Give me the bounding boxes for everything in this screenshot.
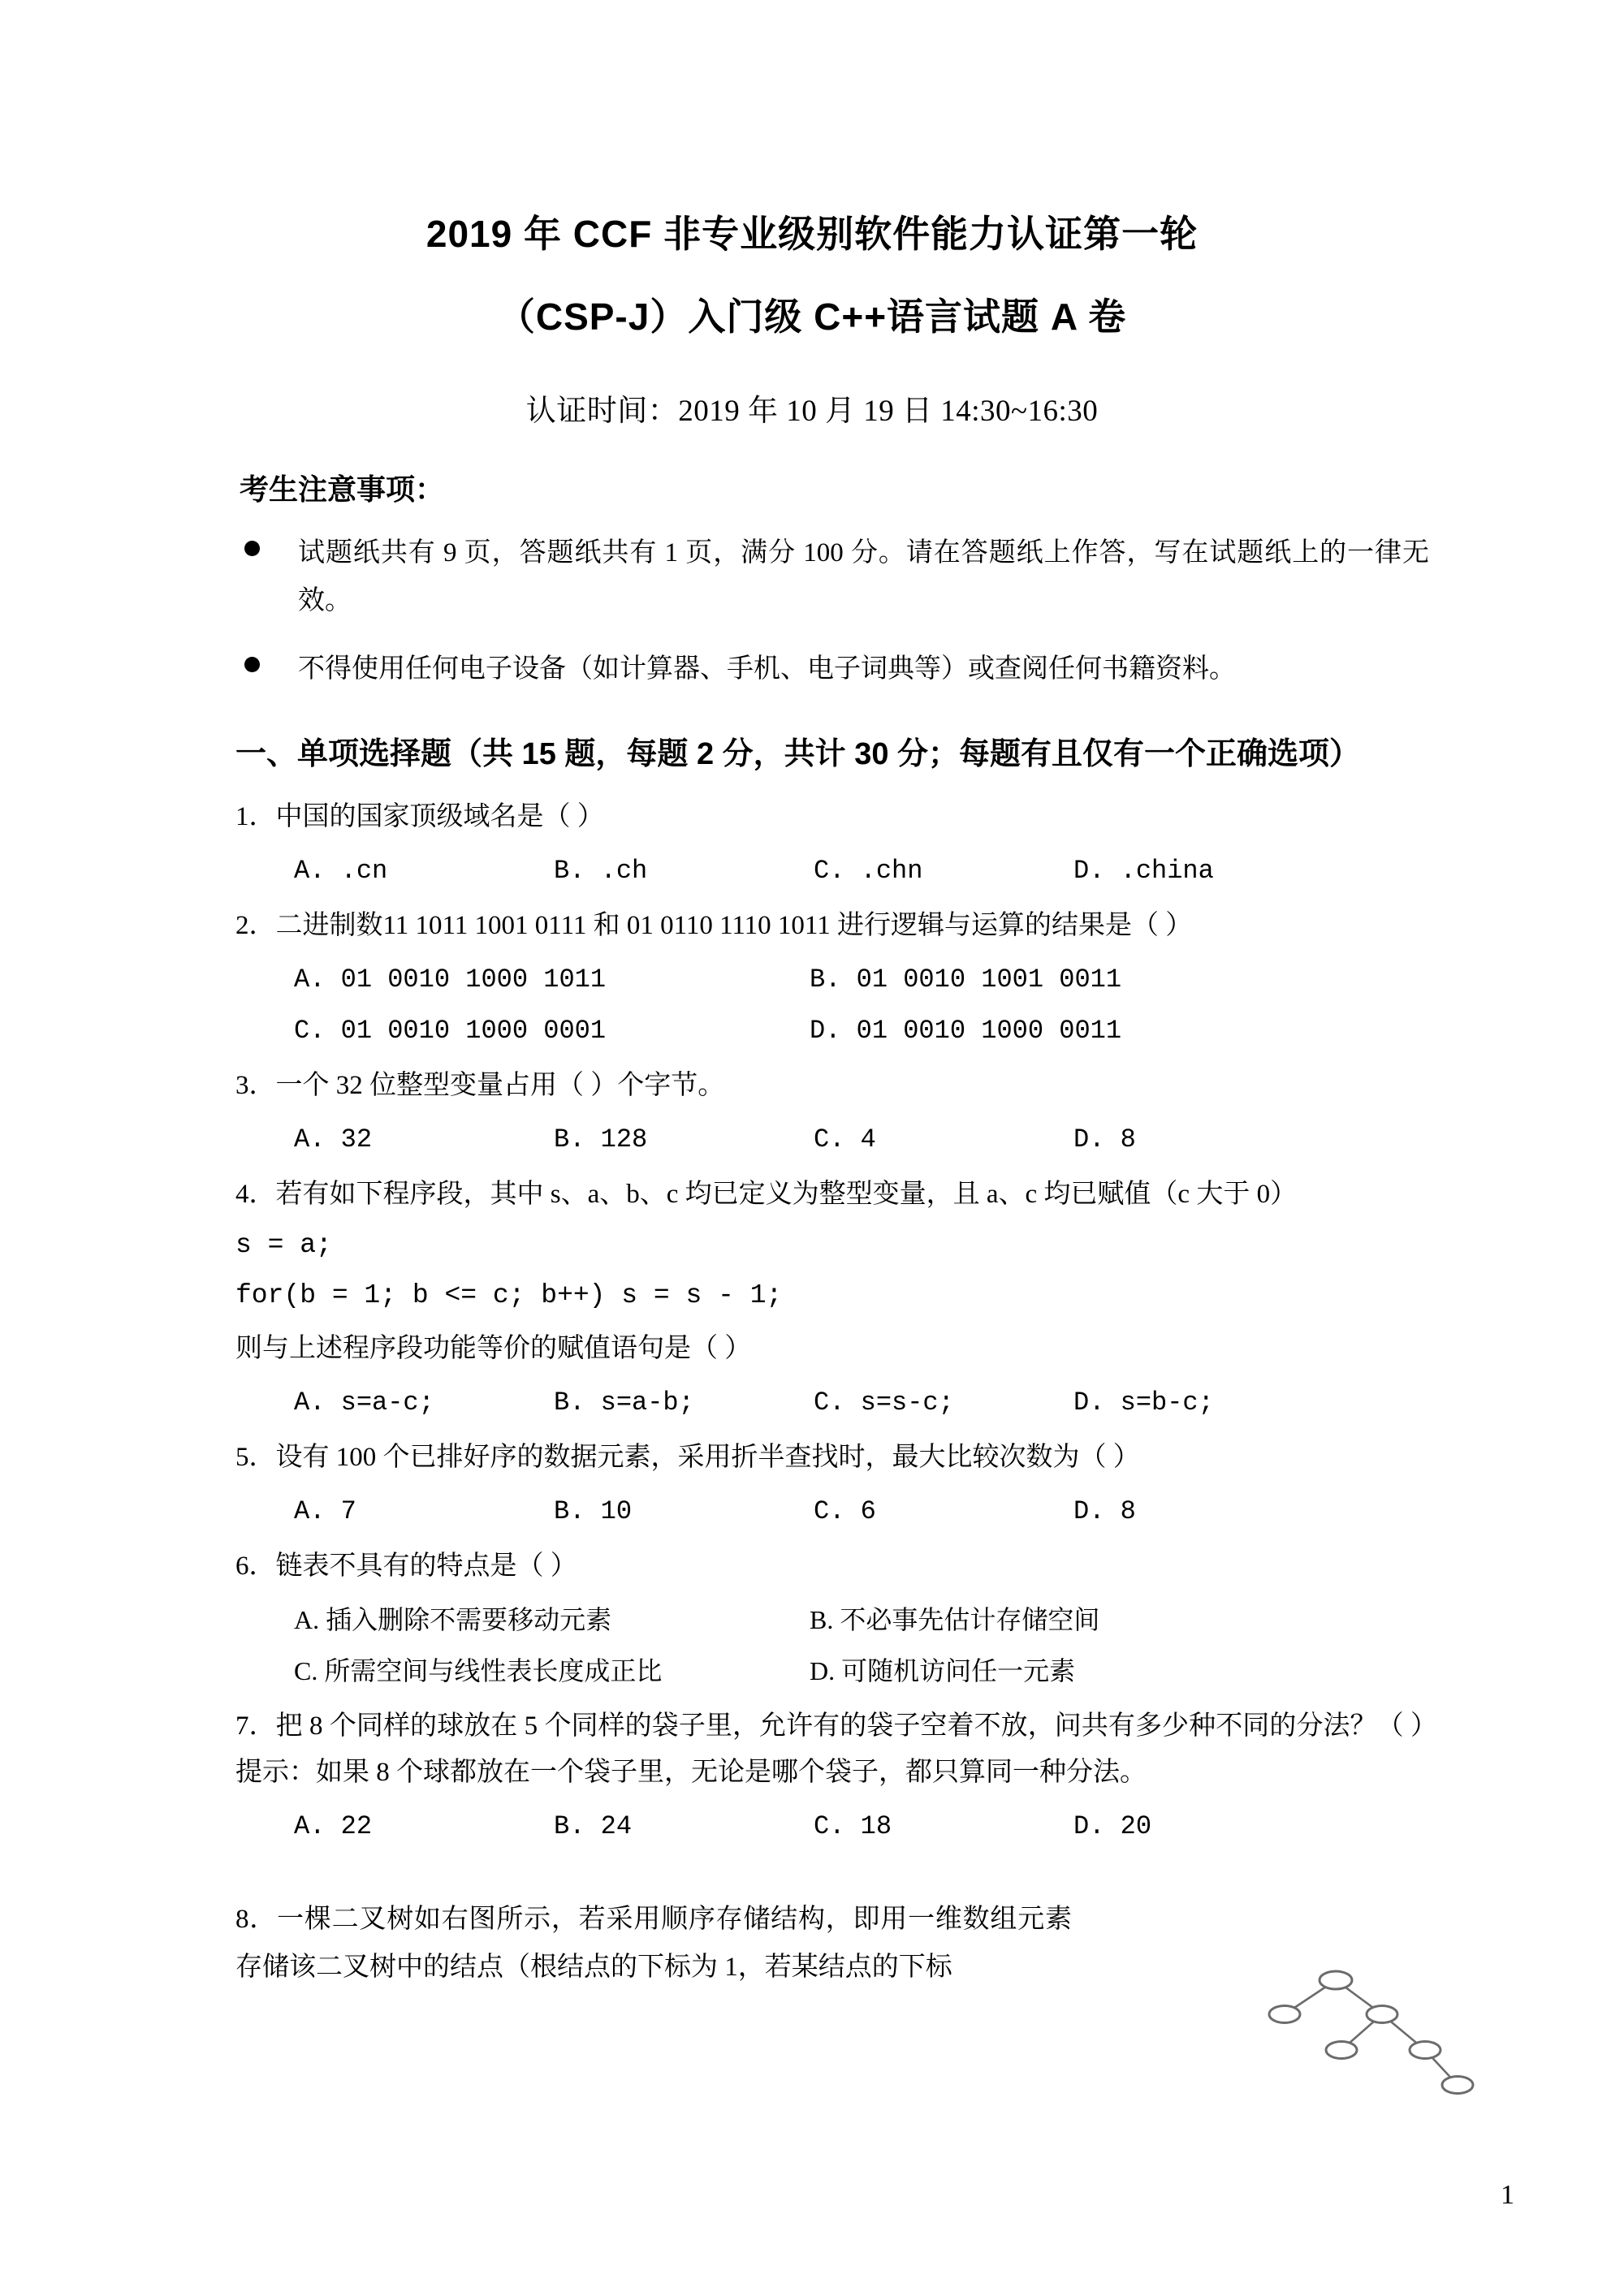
question-4-stem-continued: 则与上述程序段功能等价的赋值语句是（ ） (235, 1334, 752, 1364)
question-4-code-line-2: for(b = 1; b <= c; b++) s = s - 1; (235, 1280, 783, 1311)
question-7 (235, 1703, 1437, 1847)
option-d[interactable]: D. s=b-c; (1073, 1387, 1214, 1418)
option-b[interactable]: B. 01 0010 1001 0011 (810, 964, 1122, 995)
notice-item (240, 529, 1429, 624)
option-c[interactable]: C. s=s-c; (814, 1387, 954, 1418)
option-a[interactable]: A. 插入删除不需要移动元素 (294, 1604, 612, 1634)
bullet-icon (244, 541, 260, 556)
page-title-line-1: 2019 年 CCF 非专业级别软件能力认证第一轮 (425, 213, 1199, 255)
question-5 (235, 1435, 1437, 1532)
option-a[interactable]: A. 7 (294, 1495, 356, 1526)
notice-list (0, 529, 1624, 693)
tree-node-right-right-right (1442, 2076, 1473, 2093)
tree-node-right-left (1326, 2041, 1357, 2058)
bullet-icon (244, 657, 260, 672)
tree-node-root (1320, 1971, 1352, 1989)
question-6 (235, 1543, 1437, 1692)
notice-item-text: 不得使用任何电子设备（如计算器、手机、电子词典等）或查阅任何书籍资料。 (298, 654, 1236, 684)
page-title-line-2: （CSP-J）入门级 C++语言试题 A 卷 (497, 296, 1127, 338)
option-c[interactable]: C. 4 (814, 1124, 876, 1154)
question-3-stem: 3．一个 32 位整型变量占用（ ）个字节。 (235, 1070, 725, 1100)
option-d[interactable]: D. 8 (1073, 1495, 1136, 1526)
option-b[interactable]: B. 10 (554, 1495, 633, 1526)
question-3-options (235, 1119, 1437, 1160)
option-d[interactable]: D. 可随机访问任一元素 (810, 1655, 1076, 1685)
option-a[interactable]: A. 32 (294, 1124, 373, 1154)
question-5-stem: 5．设有 100 个已排好序的数据元素，采用折半查找时，最大比较次数为（ ） (235, 1443, 1140, 1473)
question-6-options-row-2 (235, 1651, 1437, 1692)
tree-node-root-right (1367, 2005, 1397, 2022)
question-6-options-row-1 (235, 1599, 1437, 1641)
question-3 (235, 1063, 1437, 1160)
question-2-options-row-1 (235, 959, 1437, 1000)
notice-item (240, 645, 1429, 693)
option-a[interactable]: A. .cn (294, 855, 388, 886)
option-a[interactable]: A. 01 0010 1000 1011 (294, 964, 607, 995)
option-c[interactable]: C. 18 (814, 1810, 892, 1841)
question-7-stem: 7．把 8 个同样的球放在 5 个同样的袋子里，允许有的袋子空着不放，问共有多少种不同的分法？（ ）提示：如果 8 个球都放在一个袋子里，无论是哪个袋子，都只算同一种分法。 (235, 1711, 1437, 1787)
exam-time: 认证时间：2019 年 10 月 19 日 14:30~16:30 (525, 395, 1099, 428)
question-7-options (235, 1806, 1437, 1847)
question-5-options (235, 1491, 1437, 1532)
tree-node-root-left (1269, 2005, 1300, 2022)
notice-heading: 考生注意事项： (240, 473, 445, 506)
question-4 (235, 1172, 1437, 1423)
question-4-stem: 4．若有如下程序段，其中 s、a、b、c 均已定义为整型变量，且 a、c 均已赋值（c 大于 0） (235, 1179, 1298, 1209)
option-b[interactable]: B. .ch (554, 855, 648, 886)
option-d[interactable]: D. 01 0010 1000 0011 (810, 1015, 1122, 1046)
question-1 (235, 794, 1437, 891)
question-6-stem: 6．链表不具有的特点是（ ） (235, 1551, 577, 1581)
question-8-stem: 8．一棵二叉树如右图所示，若采用顺序存储结构，即用一维数组元素存储该二叉树中的结点（根结点的下标为 1，若某结点的下标 (235, 1904, 1072, 1982)
option-a[interactable]: A. s=a-c; (294, 1387, 434, 1418)
option-b[interactable]: B. s=a-b; (554, 1387, 694, 1418)
option-c[interactable]: C. 01 0010 1000 0001 (294, 1015, 607, 1046)
question-2-options-row-2 (235, 1010, 1437, 1051)
question-2-stem: 2．二进制数11 1011 1001 0111 和 01 0110 1110 1011 进行逻辑与运算的结果是（ ） (235, 910, 1193, 940)
question-2 (235, 903, 1437, 1051)
option-b[interactable]: B. 24 (554, 1810, 633, 1841)
option-d[interactable]: D. .china (1073, 855, 1214, 886)
option-b[interactable]: B. 128 (554, 1124, 648, 1154)
question-8 (235, 1896, 1437, 1991)
notice-item-text: 试题纸共有 9 页，答题纸共有 1 页，满分 100 分。请在答题纸上作答，写在试题纸上的一律无效。 (298, 538, 1429, 615)
option-c[interactable]: C. 所需空间与线性表长度成正比 (294, 1655, 663, 1685)
option-c[interactable]: C. .chn (814, 855, 923, 886)
option-b[interactable]: B. 不必事先估计存储空间 (810, 1604, 1100, 1634)
section-heading-single-choice: 一、单项选择题（共 15 题，每题 2 分，共计 30 分；每题有且仅有一个正确选项） (235, 737, 1361, 772)
question-4-options (235, 1382, 1437, 1423)
option-c[interactable]: C. 6 (814, 1495, 876, 1526)
page-number: 1 (1501, 2180, 1514, 2210)
option-d[interactable]: D. 20 (1073, 1810, 1152, 1841)
option-a[interactable]: A. 22 (294, 1810, 373, 1841)
binary-tree-diagram (1242, 1915, 1486, 2102)
tree-node-right-right (1410, 2041, 1440, 2058)
question-4-code-line-1: s = a; (235, 1229, 332, 1260)
option-d[interactable]: D. 8 (1073, 1124, 1136, 1154)
question-1-stem: 1．中国的国家顶级域名是（ ） (235, 801, 604, 831)
question-1-options (235, 850, 1437, 891)
